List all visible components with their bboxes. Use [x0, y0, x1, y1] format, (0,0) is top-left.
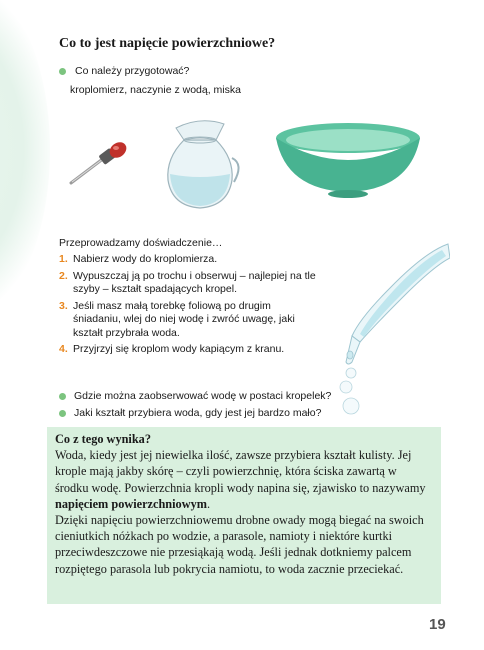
bullet-icon: [59, 410, 66, 417]
step-text: Wypuszczaj ją po trochu i obserwuj – najlepiej na tle szyby – kształt spadających kropel.: [73, 269, 316, 295]
conclusion-paragraph-1: [55, 447, 433, 512]
step-number: 1.: [59, 253, 68, 265]
step-text: Nabierz wody do kroplomierza.: [73, 253, 218, 265]
bullet-icon: [59, 393, 66, 400]
dropper-icon: [66, 140, 136, 188]
conclusion-text: Woda, kiedy jest jej niewielka ilość, zawsze przybiera kształt kulisty. Jej krople mają jakby skórę – czyli powierzchnię, która ściska zawartą w środku wodę. Powierzchnia kropli wody napina się, zjawisko to nazywamy: [55, 448, 426, 495]
question-row: [59, 390, 331, 402]
page-title: Co to jest napięcie powierzchniowe?: [59, 36, 276, 51]
step-text: Przyjrzyj się kroplom wody kapiącym z kranu.: [73, 343, 285, 355]
conclusion-text: .: [206, 496, 211, 511]
step-number: 2.: [59, 269, 68, 282]
experiment-steps: [59, 253, 319, 360]
water-jug-icon: [160, 118, 240, 213]
step-number: 3.: [59, 299, 68, 312]
conclusion-title: Co z tego wynika?: [55, 432, 151, 446]
conclusion-paragraph-2: Dzięki napięciu powierzchniowemu drobne owady mogą biegać na swoich cieniutkich nóżkach po wodzie, a parasole, namioty i niektóre kurtki przeciwdeszczowe nie przesiąkają wodą. Jeśli jednak dotkniemy palcem rozpiętego parasola lub pokrycia namiotu, to woda zacznie przeciekać.: [55, 513, 424, 576]
question-text: Jaki kształt przybiera woda, gdy jest jej bardzo mało?: [74, 407, 322, 419]
prep-question: Co należy przygotować?: [75, 65, 190, 77]
step-number: 4.: [59, 343, 68, 355]
page-number: 19: [429, 616, 446, 633]
bowl-icon: [272, 120, 424, 200]
list-item: [59, 300, 319, 341]
bullet-icon: [59, 68, 66, 75]
list-item: [59, 253, 319, 267]
question-text: Gdzie można zaobserwować wodę w postaci kropelek?: [74, 390, 332, 402]
conclusion-box: [47, 427, 441, 604]
step-text: Jeśli masz małą torebkę foliową po drugim śniadaniu, wlej do niej wodę i zwróć uwagę, jaki kształt przybrała woda.: [73, 299, 295, 339]
question-row: [59, 407, 321, 419]
prep-items: kroplomierz, naczynie z wodą, miska: [70, 84, 241, 96]
experiment-intro: Przeprowadzamy doświadczenie…: [59, 237, 223, 249]
key-term: napięciem powierzchniowym: [55, 496, 207, 511]
list-item: [59, 270, 319, 297]
list-item: [59, 343, 319, 357]
dropper-drops-icon: [330, 238, 450, 420]
decorative-green-band: [0, 0, 50, 320]
